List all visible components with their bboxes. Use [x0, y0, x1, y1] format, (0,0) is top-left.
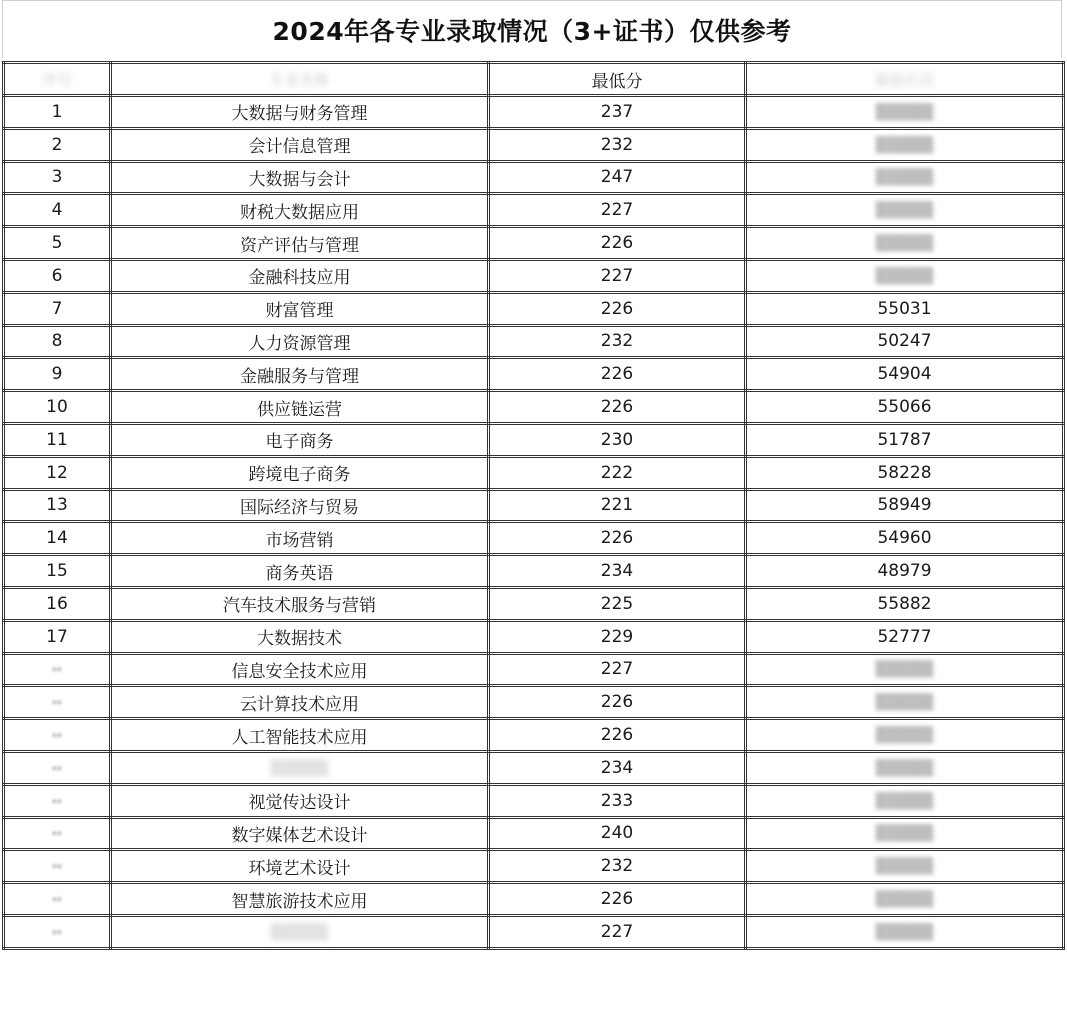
cell-min-score — [489, 227, 746, 260]
cell-min-score — [489, 161, 746, 194]
cell-min-score — [489, 620, 746, 653]
cell-min-score — [489, 817, 746, 850]
cell-index — [4, 915, 111, 948]
table-row — [4, 522, 1064, 555]
page-title: 2024年各专业录取情况（3+证书）仅供参考 — [272, 16, 792, 46]
cell-min-score-text: 221 — [600, 495, 634, 516]
cell-min-score-text: 237 — [600, 101, 634, 122]
header-index — [4, 63, 111, 96]
cell-index — [4, 719, 111, 752]
blurred-cell-index: ·· — [52, 925, 62, 941]
blurred-cell-index: ·· — [52, 893, 62, 909]
cell-min-score — [489, 423, 746, 456]
cell-index — [4, 358, 111, 391]
header-major — [111, 63, 489, 96]
cell-min-score — [489, 96, 746, 129]
cell-min-rank-text: 52777 — [877, 626, 932, 647]
cell-min-rank — [746, 522, 1064, 555]
table-row — [4, 751, 1064, 784]
table-row — [4, 686, 1064, 719]
cell-index — [4, 489, 111, 522]
cell-index-text: 12 — [46, 462, 68, 483]
blurred-header-major: 专业名称 — [269, 70, 330, 89]
cell-min-rank-text: 58228 — [877, 462, 932, 483]
cell-major-name-text: 会计信息管理 — [248, 137, 351, 158]
cell-index — [4, 686, 111, 719]
cell-major-name — [111, 259, 489, 292]
table-row — [4, 423, 1064, 456]
cell-min-score-text: 226 — [600, 298, 634, 319]
table-row — [4, 358, 1064, 391]
cell-min-score-text: 232 — [600, 134, 634, 155]
cell-min-rank — [746, 456, 1064, 489]
blurred-cell-min-rank: ▒▒▒▒▒ — [875, 791, 934, 810]
cell-major-name — [111, 587, 489, 620]
table-row — [4, 915, 1064, 948]
cell-min-score-text: 227 — [600, 659, 634, 680]
cell-major-name-text: 资产评估与管理 — [240, 235, 359, 256]
cell-major-name-text: 大数据与财务管理 — [231, 104, 368, 125]
cell-major-name-text: 财富管理 — [265, 301, 334, 322]
cell-min-score-text: 232 — [600, 856, 634, 877]
cell-min-score — [489, 587, 746, 620]
cell-min-rank — [746, 161, 1064, 194]
cell-index — [4, 325, 111, 358]
cell-index-text: 7 — [51, 298, 63, 319]
cell-min-rank — [746, 915, 1064, 948]
blurred-cell-min-rank: ▒▒▒▒▒ — [875, 660, 934, 679]
cell-index-text: 8 — [51, 331, 63, 352]
cell-index-text: 2 — [51, 134, 63, 155]
cell-min-rank — [746, 358, 1064, 391]
cell-index — [4, 522, 111, 555]
cell-min-score — [489, 719, 746, 752]
cell-major-name — [111, 522, 489, 555]
cell-min-score — [489, 686, 746, 719]
cell-index-text: 5 — [51, 233, 63, 254]
cell-min-rank-text: 55882 — [877, 593, 932, 614]
cell-index — [4, 128, 111, 161]
cell-min-score — [489, 456, 746, 489]
blurred-cell-min-rank: ▒▒▒▒▒ — [875, 758, 934, 777]
cell-min-rank — [746, 391, 1064, 424]
cell-min-score-text: 225 — [600, 593, 634, 614]
cell-index — [4, 391, 111, 424]
cell-major-name-text: 商务英语 — [265, 563, 334, 584]
table-row — [4, 850, 1064, 883]
blurred-cell-min-rank: ▒▒▒▒▒ — [875, 266, 934, 285]
cell-major-name — [111, 883, 489, 916]
table-row — [4, 555, 1064, 588]
blurred-cell-index: ·· — [52, 794, 62, 810]
cell-min-score-text: 229 — [600, 626, 634, 647]
cell-min-score — [489, 883, 746, 916]
table-row — [4, 96, 1064, 129]
blurred-cell-min-rank: ▒▒▒▒▒ — [875, 890, 934, 909]
cell-major-name — [111, 96, 489, 129]
cell-min-rank — [746, 128, 1064, 161]
cell-min-rank — [746, 227, 1064, 260]
cell-index-text: 14 — [46, 528, 68, 549]
blurred-cell-min-rank: ▒▒▒▒▒ — [875, 102, 934, 121]
cell-major-name — [111, 817, 489, 850]
cell-min-score — [489, 292, 746, 325]
cell-min-rank-text: 58949 — [877, 495, 932, 516]
blurred-cell-index: ·· — [52, 696, 62, 712]
cell-major-name — [111, 489, 489, 522]
blurred-cell-index: ·· — [52, 761, 62, 777]
cell-min-score-text: 226 — [600, 725, 634, 746]
cell-major-name — [111, 325, 489, 358]
cell-major-name-text: 汽车技术服务与营销 — [223, 596, 376, 617]
cell-min-score-text: 240 — [600, 823, 634, 844]
table-row — [4, 227, 1064, 260]
cell-min-score-text: 222 — [600, 462, 634, 483]
cell-min-rank — [746, 292, 1064, 325]
table-row — [4, 620, 1064, 653]
cell-min-score — [489, 850, 746, 883]
cell-index — [4, 883, 111, 916]
cell-min-score-text: 230 — [600, 429, 634, 450]
cell-major-name — [111, 194, 489, 227]
cell-min-rank — [746, 194, 1064, 227]
cell-min-rank — [746, 883, 1064, 916]
cell-index — [4, 751, 111, 784]
cell-min-rank — [746, 817, 1064, 850]
cell-index-text: 6 — [51, 265, 63, 286]
cell-major-name-text: 金融科技应用 — [248, 268, 351, 289]
blurred-cell-index: ·· — [52, 663, 62, 679]
cell-min-score-text: 226 — [600, 692, 634, 713]
cell-major-name-text: 市场营销 — [265, 530, 334, 551]
table-row — [4, 161, 1064, 194]
blurred-cell-min-rank: ▒▒▒▒▒ — [875, 726, 934, 745]
table-header-row — [4, 63, 1064, 96]
cell-min-rank-text: 48979 — [877, 561, 932, 582]
cell-min-score — [489, 555, 746, 588]
cell-min-rank — [746, 653, 1064, 686]
cell-min-score — [489, 259, 746, 292]
cell-index-text: 17 — [46, 626, 68, 647]
cell-min-score — [489, 522, 746, 555]
cell-index — [4, 161, 111, 194]
cell-major-name-text: 环境艺术设计 — [248, 858, 351, 879]
cell-index — [4, 292, 111, 325]
blurred-cell-major-name: ▒▒▒▒▒ — [270, 922, 329, 941]
blurred-cell-min-rank: ▒▒▒▒▒ — [875, 168, 934, 187]
header-rank — [746, 63, 1064, 96]
cell-major-name — [111, 751, 489, 784]
table-row — [4, 456, 1064, 489]
blurred-cell-min-rank: ▒▒▒▒▒ — [875, 693, 934, 712]
cell-min-score — [489, 751, 746, 784]
blurred-cell-min-rank: ▒▒▒▒▒ — [875, 234, 934, 253]
table-body — [4, 96, 1064, 949]
cell-min-rank-text: 54904 — [877, 364, 932, 385]
cell-min-score-text: 234 — [600, 561, 634, 582]
cell-min-rank — [746, 423, 1064, 456]
blurred-cell-min-rank: ▒▒▒▒▒ — [875, 201, 934, 220]
cell-index — [4, 555, 111, 588]
cell-index — [4, 620, 111, 653]
cell-index — [4, 784, 111, 817]
cell-min-score-text: 227 — [600, 265, 634, 286]
cell-min-score — [489, 325, 746, 358]
cell-major-name-text: 云计算技术应用 — [240, 694, 359, 715]
cell-major-name — [111, 850, 489, 883]
cell-major-name-text: 大数据与会计 — [248, 169, 351, 190]
cell-min-score-text: 226 — [600, 364, 634, 385]
cell-index-text: 9 — [51, 364, 63, 385]
cell-major-name-text: 跨境电子商务 — [248, 465, 351, 486]
cell-min-score — [489, 128, 746, 161]
cell-min-score-text: 226 — [600, 889, 634, 910]
cell-index-text: 4 — [51, 200, 63, 221]
table-row — [4, 259, 1064, 292]
cell-major-name — [111, 161, 489, 194]
cell-major-name — [111, 391, 489, 424]
cell-min-score-text: 234 — [600, 757, 634, 778]
cell-index-text: 15 — [46, 561, 68, 582]
cell-min-score-text: 226 — [600, 528, 634, 549]
blurred-cell-min-rank: ▒▒▒▒▒ — [875, 824, 934, 843]
cell-min-rank — [746, 784, 1064, 817]
table-row — [4, 128, 1064, 161]
cell-index — [4, 194, 111, 227]
cell-min-rank — [746, 850, 1064, 883]
table-row — [4, 883, 1064, 916]
cell-major-name-text: 信息安全技术应用 — [231, 661, 368, 682]
admission-table — [2, 61, 1065, 950]
cell-major-name — [111, 719, 489, 752]
cell-min-score — [489, 784, 746, 817]
cell-major-name — [111, 915, 489, 948]
cell-min-rank — [746, 259, 1064, 292]
cell-index — [4, 456, 111, 489]
cell-major-name-text: 智慧旅游技术应用 — [231, 891, 368, 912]
cell-index — [4, 96, 111, 129]
cell-index — [4, 587, 111, 620]
cell-min-rank — [746, 555, 1064, 588]
cell-index — [4, 423, 111, 456]
cell-index-text: 13 — [46, 495, 68, 516]
cell-min-rank — [746, 489, 1064, 522]
cell-index — [4, 850, 111, 883]
blurred-cell-major-name: ▒▒▒▒▒ — [270, 758, 329, 777]
table-row — [4, 489, 1064, 522]
cell-major-name-text: 财税大数据应用 — [240, 202, 359, 223]
cell-min-score — [489, 358, 746, 391]
cell-min-score-text: 226 — [600, 233, 634, 254]
cell-major-name-text: 电子商务 — [265, 432, 334, 453]
cell-index — [4, 259, 111, 292]
cell-min-score — [489, 653, 746, 686]
table-row — [4, 325, 1064, 358]
cell-major-name-text: 数字媒体艺术设计 — [231, 825, 368, 846]
cell-major-name — [111, 555, 489, 588]
blurred-header-index: 序号 — [41, 70, 72, 89]
cell-index-text: 1 — [51, 101, 63, 122]
cell-index — [4, 227, 111, 260]
cell-min-rank — [746, 719, 1064, 752]
cell-min-rank — [746, 620, 1064, 653]
cell-min-score — [489, 391, 746, 424]
blurred-cell-index: ·· — [52, 827, 62, 843]
blurred-cell-index: ·· — [52, 729, 62, 745]
cell-major-name — [111, 423, 489, 456]
cell-major-name — [111, 358, 489, 391]
cell-major-name — [111, 227, 489, 260]
cell-index — [4, 653, 111, 686]
cell-min-rank-text: 55066 — [877, 397, 932, 418]
blurred-header-rank: 最低位次 — [874, 70, 935, 89]
cell-index-text: 11 — [46, 429, 68, 450]
blurred-cell-index: ·· — [52, 860, 62, 876]
cell-min-score — [489, 915, 746, 948]
cell-min-rank — [746, 96, 1064, 129]
table-row — [4, 587, 1064, 620]
table-row — [4, 292, 1064, 325]
cell-min-score-text: 233 — [600, 790, 634, 811]
cell-index-text: 16 — [46, 593, 68, 614]
cell-min-rank — [746, 325, 1064, 358]
cell-major-name — [111, 653, 489, 686]
cell-index-text: 3 — [51, 167, 63, 188]
table-row — [4, 817, 1064, 850]
table-row — [4, 784, 1064, 817]
cell-major-name — [111, 128, 489, 161]
cell-min-score-text: 227 — [600, 921, 634, 942]
table-row — [4, 653, 1064, 686]
table-row — [4, 719, 1064, 752]
header-min-score: 最低分 — [489, 63, 746, 96]
cell-min-score-text: 232 — [600, 331, 634, 352]
cell-major-name — [111, 686, 489, 719]
cell-major-name — [111, 784, 489, 817]
cell-major-name-text: 供应链运营 — [257, 399, 342, 420]
cell-major-name-text: 人力资源管理 — [248, 333, 351, 354]
cell-min-rank — [746, 686, 1064, 719]
cell-major-name — [111, 456, 489, 489]
cell-major-name-text: 人工智能技术应用 — [231, 727, 368, 748]
cell-min-rank — [746, 751, 1064, 784]
table-row — [4, 194, 1064, 227]
title-bar — [2, 0, 1062, 58]
cell-min-rank-text: 50247 — [877, 331, 932, 352]
cell-min-score-text: 247 — [600, 167, 634, 188]
cell-index-text: 10 — [46, 397, 68, 418]
cell-min-score-text: 227 — [600, 200, 634, 221]
cell-major-name — [111, 620, 489, 653]
blurred-cell-min-rank: ▒▒▒▒▒ — [875, 857, 934, 876]
cell-min-rank-text: 55031 — [877, 298, 932, 319]
cell-major-name-text: 国际经济与贸易 — [240, 497, 359, 518]
cell-min-rank-text: 54960 — [877, 528, 932, 549]
cell-major-name-text: 金融服务与管理 — [240, 366, 359, 387]
blurred-cell-min-rank: ▒▒▒▒▒ — [875, 135, 934, 154]
cell-min-rank — [746, 587, 1064, 620]
cell-min-score — [489, 489, 746, 522]
table-row — [4, 391, 1064, 424]
cell-index — [4, 817, 111, 850]
cell-major-name-text: 视觉传达设计 — [248, 793, 351, 814]
cell-min-score-text: 226 — [600, 397, 634, 418]
cell-min-score — [489, 194, 746, 227]
cell-major-name — [111, 292, 489, 325]
blurred-cell-min-rank: ▒▒▒▒▒ — [875, 922, 934, 941]
cell-min-rank-text: 51787 — [877, 429, 932, 450]
cell-major-name-text: 大数据技术 — [257, 629, 342, 650]
